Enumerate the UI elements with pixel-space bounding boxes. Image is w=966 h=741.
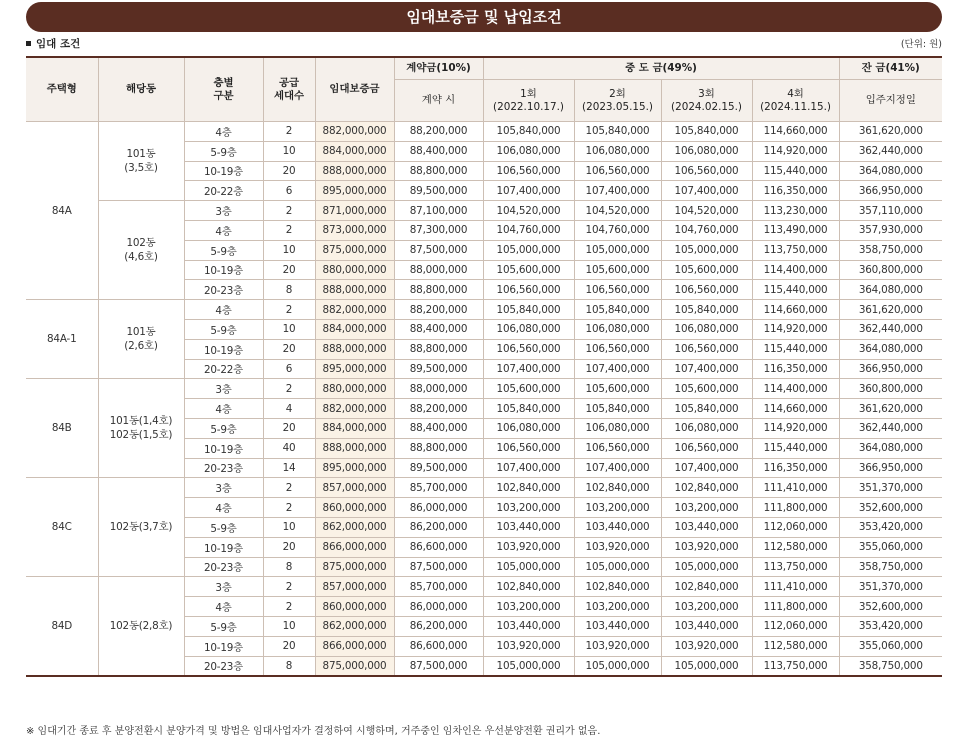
table-row [26, 577, 942, 597]
cell-middle-3: 105,000,000 [661, 656, 752, 676]
cell-middle-1: 106,080,000 [483, 319, 574, 339]
cell-middle-3: 104,520,000 [661, 201, 752, 221]
table-row [26, 379, 942, 399]
cell-floor: 5-9층 [184, 240, 263, 260]
header-contract: 계약금(10%) [394, 57, 483, 80]
cell-households: 20 [263, 260, 315, 280]
cell-deposit: 882,000,000 [315, 300, 394, 320]
cell-middle-4: 116,350,000 [752, 458, 839, 478]
cell-households: 2 [263, 300, 315, 320]
cell-balance: 358,750,000 [839, 656, 942, 676]
cell-floor: 3층 [184, 478, 263, 498]
cell-middle-2: 103,440,000 [574, 616, 661, 636]
cell-middle-1: 106,560,000 [483, 161, 574, 181]
cell-dong: 102동 (4,6호) [98, 201, 184, 300]
cell-middle-4: 111,800,000 [752, 498, 839, 518]
cell-middle-2: 103,920,000 [574, 636, 661, 656]
cell-contract: 88,800,000 [394, 280, 483, 300]
section-label: 임대 조건 [36, 38, 81, 50]
cell-middle-4: 115,440,000 [752, 161, 839, 181]
cell-floor: 4층 [184, 122, 263, 142]
cell-floor: 4층 [184, 300, 263, 320]
cell-deposit: 860,000,000 [315, 597, 394, 617]
cell-floor: 4층 [184, 220, 263, 240]
cell-middle-1: 105,000,000 [483, 240, 574, 260]
cell-deposit: 888,000,000 [315, 339, 394, 359]
cell-middle-3: 105,000,000 [661, 240, 752, 260]
cell-households: 10 [263, 319, 315, 339]
cell-households: 20 [263, 418, 315, 438]
cell-contract: 86,000,000 [394, 498, 483, 518]
cell-middle-1: 102,840,000 [483, 478, 574, 498]
cell-middle-2: 105,600,000 [574, 379, 661, 399]
cell-floor: 20-23층 [184, 458, 263, 478]
cell-dong: 101동 (2,6호) [98, 300, 184, 379]
header-floor: 층별 구분 [184, 57, 263, 122]
cell-middle-3: 105,600,000 [661, 260, 752, 280]
table-row [26, 478, 942, 498]
cell-contract: 88,400,000 [394, 141, 483, 161]
cell-contract: 87,500,000 [394, 656, 483, 676]
cell-deposit: 866,000,000 [315, 636, 394, 656]
cell-floor: 10-19층 [184, 339, 263, 359]
cell-middle-2: 105,840,000 [574, 399, 661, 419]
cell-contract: 89,500,000 [394, 359, 483, 379]
cell-middle-3: 106,560,000 [661, 161, 752, 181]
cell-middle-4: 113,750,000 [752, 240, 839, 260]
cell-floor: 3층 [184, 201, 263, 221]
cell-middle-2: 107,400,000 [574, 458, 661, 478]
cell-floor: 3층 [184, 577, 263, 597]
cell-type: 84A [26, 122, 98, 300]
cell-middle-2: 107,400,000 [574, 181, 661, 201]
header-contract-sub: 계약 시 [394, 80, 483, 122]
cell-middle-2: 103,200,000 [574, 498, 661, 518]
page-title: 임대보증금 및 납입조건 [26, 2, 942, 32]
cell-middle-2: 106,080,000 [574, 418, 661, 438]
cell-middle-3: 106,080,000 [661, 418, 752, 438]
cell-dong: 101동(1,4호) 102동(1,5호) [98, 379, 184, 478]
cell-middle-2: 105,000,000 [574, 240, 661, 260]
cell-balance: 364,080,000 [839, 280, 942, 300]
cell-middle-1: 106,080,000 [483, 141, 574, 161]
cell-middle-3: 103,200,000 [661, 597, 752, 617]
cell-deposit: 882,000,000 [315, 399, 394, 419]
section-header [26, 36, 942, 52]
cell-middle-2: 106,560,000 [574, 161, 661, 181]
cell-middle-3: 107,400,000 [661, 181, 752, 201]
cell-middle-1: 104,760,000 [483, 220, 574, 240]
cell-floor: 20-22층 [184, 181, 263, 201]
cell-balance: 366,950,000 [839, 458, 942, 478]
cell-middle-3: 104,760,000 [661, 220, 752, 240]
cell-deposit: 884,000,000 [315, 319, 394, 339]
cell-middle-4: 113,490,000 [752, 220, 839, 240]
cell-deposit: 875,000,000 [315, 557, 394, 577]
cell-contract: 88,400,000 [394, 319, 483, 339]
cell-middle-2: 106,560,000 [574, 280, 661, 300]
table-row [26, 201, 942, 221]
cell-deposit: 888,000,000 [315, 438, 394, 458]
cell-balance: 366,950,000 [839, 181, 942, 201]
cell-deposit: 884,000,000 [315, 141, 394, 161]
header-households: 공급 세대수 [263, 57, 315, 122]
cell-middle-3: 103,440,000 [661, 517, 752, 537]
header-middle-3: 3회 (2024.02.15.) [661, 80, 752, 122]
cell-contract: 87,500,000 [394, 557, 483, 577]
cell-balance: 364,080,000 [839, 438, 942, 458]
cell-middle-3: 102,840,000 [661, 478, 752, 498]
cell-dong: 101동 (3,5호) [98, 122, 184, 201]
cell-deposit: 866,000,000 [315, 537, 394, 557]
cell-middle-2: 103,440,000 [574, 517, 661, 537]
cell-deposit: 884,000,000 [315, 418, 394, 438]
cell-middle-4: 114,920,000 [752, 141, 839, 161]
header-dong: 해당동 [98, 57, 184, 122]
cell-households: 2 [263, 122, 315, 142]
cell-households: 20 [263, 537, 315, 557]
cell-middle-4: 113,750,000 [752, 656, 839, 676]
cell-middle-1: 105,840,000 [483, 122, 574, 142]
cell-households: 4 [263, 399, 315, 419]
cell-balance: 364,080,000 [839, 339, 942, 359]
cell-contract: 87,500,000 [394, 240, 483, 260]
header-middle: 중 도 금(49%) [483, 57, 839, 80]
cell-floor: 20-23층 [184, 280, 263, 300]
cell-middle-2: 106,080,000 [574, 141, 661, 161]
cell-balance: 352,600,000 [839, 498, 942, 518]
cell-balance: 360,800,000 [839, 379, 942, 399]
cell-middle-3: 105,600,000 [661, 379, 752, 399]
cell-middle-1: 103,200,000 [483, 498, 574, 518]
cell-households: 2 [263, 379, 315, 399]
cell-households: 2 [263, 220, 315, 240]
cell-deposit: 857,000,000 [315, 577, 394, 597]
table-row [26, 122, 942, 142]
cell-type: 84C [26, 478, 98, 577]
cell-middle-1: 107,400,000 [483, 359, 574, 379]
cell-middle-3: 103,440,000 [661, 616, 752, 636]
cell-middle-3: 106,560,000 [661, 438, 752, 458]
cell-floor: 20-23층 [184, 656, 263, 676]
bullet-square-icon [26, 41, 31, 46]
cell-middle-3: 105,000,000 [661, 557, 752, 577]
cell-contract: 86,200,000 [394, 517, 483, 537]
cell-floor: 10-19층 [184, 537, 263, 557]
cell-middle-1: 105,840,000 [483, 300, 574, 320]
cell-deposit: 871,000,000 [315, 201, 394, 221]
cell-contract: 89,500,000 [394, 181, 483, 201]
cell-deposit: 860,000,000 [315, 498, 394, 518]
cell-middle-4: 114,920,000 [752, 418, 839, 438]
cell-middle-4: 114,660,000 [752, 399, 839, 419]
cell-balance: 360,800,000 [839, 260, 942, 280]
cell-floor: 10-19층 [184, 260, 263, 280]
cell-middle-3: 103,200,000 [661, 498, 752, 518]
cell-floor: 4층 [184, 597, 263, 617]
cell-contract: 88,800,000 [394, 438, 483, 458]
cell-middle-2: 105,000,000 [574, 557, 661, 577]
cell-middle-1: 106,560,000 [483, 438, 574, 458]
cell-balance: 361,620,000 [839, 122, 942, 142]
cell-middle-4: 114,660,000 [752, 300, 839, 320]
cell-middle-2: 106,560,000 [574, 438, 661, 458]
table-row [26, 300, 942, 320]
cell-balance: 358,750,000 [839, 240, 942, 260]
cell-contract: 89,500,000 [394, 458, 483, 478]
cell-floor: 5-9층 [184, 418, 263, 438]
cell-balance: 352,600,000 [839, 597, 942, 617]
cell-middle-4: 113,230,000 [752, 201, 839, 221]
cell-middle-2: 105,600,000 [574, 260, 661, 280]
cell-balance: 357,110,000 [839, 201, 942, 221]
cell-middle-4: 114,400,000 [752, 379, 839, 399]
cell-floor: 10-19층 [184, 636, 263, 656]
cell-contract: 88,200,000 [394, 122, 483, 142]
cell-deposit: 862,000,000 [315, 517, 394, 537]
header-balance: 잔 금(41%) [839, 57, 942, 80]
cell-middle-3: 106,080,000 [661, 141, 752, 161]
cell-middle-1: 102,840,000 [483, 577, 574, 597]
cell-households: 2 [263, 201, 315, 221]
cell-middle-1: 103,200,000 [483, 597, 574, 617]
cell-deposit: 888,000,000 [315, 161, 394, 181]
cell-contract: 86,600,000 [394, 636, 483, 656]
cell-households: 8 [263, 656, 315, 676]
cell-deposit: 888,000,000 [315, 280, 394, 300]
cell-middle-1: 104,520,000 [483, 201, 574, 221]
cell-middle-1: 103,440,000 [483, 616, 574, 636]
cell-middle-2: 102,840,000 [574, 577, 661, 597]
cell-middle-4: 111,800,000 [752, 597, 839, 617]
cell-middle-3: 107,400,000 [661, 359, 752, 379]
cell-households: 10 [263, 141, 315, 161]
cell-middle-3: 105,840,000 [661, 300, 752, 320]
unit-label: (단위: 원) [900, 39, 942, 50]
header-middle-4: 4회 (2024.11.15.) [752, 80, 839, 122]
cell-households: 14 [263, 458, 315, 478]
cell-middle-1: 106,560,000 [483, 280, 574, 300]
cell-middle-1: 105,600,000 [483, 260, 574, 280]
cell-contract: 88,800,000 [394, 161, 483, 181]
cell-floor: 4층 [184, 399, 263, 419]
cell-middle-1: 107,400,000 [483, 458, 574, 478]
header-middle-2: 2회 (2023.05.15.) [574, 80, 661, 122]
cell-contract: 88,200,000 [394, 300, 483, 320]
cell-deposit: 882,000,000 [315, 122, 394, 142]
cell-middle-3: 105,840,000 [661, 122, 752, 142]
cell-balance: 353,420,000 [839, 517, 942, 537]
cell-floor: 10-19층 [184, 438, 263, 458]
cell-middle-3: 107,400,000 [661, 458, 752, 478]
cell-middle-2: 102,840,000 [574, 478, 661, 498]
cell-households: 2 [263, 498, 315, 518]
cell-contract: 88,800,000 [394, 339, 483, 359]
cell-middle-3: 106,080,000 [661, 319, 752, 339]
cell-households: 6 [263, 359, 315, 379]
cell-balance: 364,080,000 [839, 161, 942, 181]
cell-middle-2: 105,000,000 [574, 656, 661, 676]
cell-middle-4: 115,440,000 [752, 339, 839, 359]
cell-households: 10 [263, 517, 315, 537]
cell-type: 84D [26, 577, 98, 676]
cell-contract: 88,200,000 [394, 399, 483, 419]
cell-households: 8 [263, 557, 315, 577]
cell-households: 10 [263, 240, 315, 260]
cell-middle-1: 103,920,000 [483, 636, 574, 656]
cell-middle-4: 112,060,000 [752, 517, 839, 537]
header-middle-1: 1회 (2022.10.17.) [483, 80, 574, 122]
cell-middle-3: 106,560,000 [661, 339, 752, 359]
cell-middle-1: 103,440,000 [483, 517, 574, 537]
cell-middle-2: 107,400,000 [574, 359, 661, 379]
cell-balance: 358,750,000 [839, 557, 942, 577]
cell-contract: 88,400,000 [394, 418, 483, 438]
cell-floor: 10-19층 [184, 161, 263, 181]
cell-contract: 86,600,000 [394, 537, 483, 557]
cell-middle-2: 103,920,000 [574, 537, 661, 557]
cell-middle-2: 106,080,000 [574, 319, 661, 339]
cell-middle-1: 105,000,000 [483, 656, 574, 676]
cell-deposit: 895,000,000 [315, 458, 394, 478]
cell-households: 40 [263, 438, 315, 458]
rent-conditions-table [26, 56, 942, 677]
cell-middle-4: 112,580,000 [752, 636, 839, 656]
cell-contract: 85,700,000 [394, 577, 483, 597]
cell-middle-4: 112,060,000 [752, 616, 839, 636]
cell-balance: 357,930,000 [839, 220, 942, 240]
cell-floor: 4층 [184, 498, 263, 518]
cell-floor: 5-9층 [184, 319, 263, 339]
cell-dong: 102동(3,7호) [98, 478, 184, 577]
cell-households: 6 [263, 181, 315, 201]
cell-deposit: 875,000,000 [315, 656, 394, 676]
cell-balance: 362,440,000 [839, 141, 942, 161]
cell-middle-3: 102,840,000 [661, 577, 752, 597]
cell-middle-4: 111,410,000 [752, 478, 839, 498]
cell-contract: 87,100,000 [394, 201, 483, 221]
cell-type: 84B [26, 379, 98, 478]
cell-households: 20 [263, 339, 315, 359]
cell-type: 84A-1 [26, 300, 98, 379]
cell-middle-2: 103,200,000 [574, 597, 661, 617]
cell-deposit: 895,000,000 [315, 359, 394, 379]
cell-balance: 355,060,000 [839, 636, 942, 656]
cell-middle-1: 105,840,000 [483, 399, 574, 419]
cell-middle-4: 112,580,000 [752, 537, 839, 557]
cell-balance: 362,440,000 [839, 319, 942, 339]
cell-middle-4: 116,350,000 [752, 359, 839, 379]
cell-contract: 86,200,000 [394, 616, 483, 636]
cell-middle-4: 111,410,000 [752, 577, 839, 597]
cell-middle-3: 103,920,000 [661, 537, 752, 557]
cell-middle-2: 104,520,000 [574, 201, 661, 221]
cell-middle-2: 105,840,000 [574, 122, 661, 142]
cell-balance: 351,370,000 [839, 478, 942, 498]
cell-middle-1: 105,000,000 [483, 557, 574, 577]
footnote: ※ 임대기간 종료 후 분양전환시 분양가격 및 방법은 임대사업자가 결정하여 시행하며, 거주중인 임차인은 우선분양전환 권리가 없음. [26, 726, 601, 737]
cell-balance: 361,620,000 [839, 399, 942, 419]
cell-deposit: 862,000,000 [315, 616, 394, 636]
cell-contract: 86,000,000 [394, 597, 483, 617]
cell-middle-1: 107,400,000 [483, 181, 574, 201]
cell-floor: 3층 [184, 379, 263, 399]
cell-middle-4: 115,440,000 [752, 280, 839, 300]
cell-middle-4: 114,660,000 [752, 122, 839, 142]
cell-balance: 351,370,000 [839, 577, 942, 597]
cell-contract: 88,000,000 [394, 260, 483, 280]
cell-floor: 5-9층 [184, 141, 263, 161]
header-type: 주택형 [26, 57, 98, 122]
cell-contract: 88,000,000 [394, 379, 483, 399]
cell-households: 8 [263, 280, 315, 300]
cell-households: 2 [263, 577, 315, 597]
cell-households: 10 [263, 616, 315, 636]
cell-middle-4: 113,750,000 [752, 557, 839, 577]
cell-households: 20 [263, 161, 315, 181]
cell-middle-4: 114,920,000 [752, 319, 839, 339]
cell-deposit: 857,000,000 [315, 478, 394, 498]
cell-households: 2 [263, 597, 315, 617]
cell-deposit: 873,000,000 [315, 220, 394, 240]
cell-middle-2: 105,840,000 [574, 300, 661, 320]
cell-balance: 361,620,000 [839, 300, 942, 320]
cell-middle-1: 106,080,000 [483, 418, 574, 438]
cell-deposit: 880,000,000 [315, 379, 394, 399]
cell-middle-3: 103,920,000 [661, 636, 752, 656]
cell-deposit: 880,000,000 [315, 260, 394, 280]
cell-middle-1: 106,560,000 [483, 339, 574, 359]
cell-contract: 85,700,000 [394, 478, 483, 498]
cell-households: 20 [263, 636, 315, 656]
cell-middle-1: 105,600,000 [483, 379, 574, 399]
cell-middle-4: 116,350,000 [752, 181, 839, 201]
cell-middle-4: 114,400,000 [752, 260, 839, 280]
cell-balance: 353,420,000 [839, 616, 942, 636]
cell-middle-3: 105,840,000 [661, 399, 752, 419]
cell-floor: 5-9층 [184, 517, 263, 537]
cell-deposit: 875,000,000 [315, 240, 394, 260]
cell-balance: 362,440,000 [839, 418, 942, 438]
cell-floor: 20-22층 [184, 359, 263, 379]
cell-floor: 20-23층 [184, 557, 263, 577]
cell-middle-3: 106,560,000 [661, 280, 752, 300]
cell-middle-2: 104,760,000 [574, 220, 661, 240]
table-body [26, 122, 942, 677]
cell-floor: 5-9층 [184, 616, 263, 636]
cell-middle-1: 103,920,000 [483, 537, 574, 557]
header-balance-sub: 입주지정일 [839, 80, 942, 122]
cell-contract: 87,300,000 [394, 220, 483, 240]
cell-middle-4: 115,440,000 [752, 438, 839, 458]
header-deposit: 임대보증금 [315, 57, 394, 122]
cell-households: 2 [263, 478, 315, 498]
cell-balance: 355,060,000 [839, 537, 942, 557]
cell-dong: 102동(2,8호) [98, 577, 184, 676]
cell-middle-2: 106,560,000 [574, 339, 661, 359]
section-label-wrap [26, 36, 80, 51]
cell-balance: 366,950,000 [839, 359, 942, 379]
cell-deposit: 895,000,000 [315, 181, 394, 201]
